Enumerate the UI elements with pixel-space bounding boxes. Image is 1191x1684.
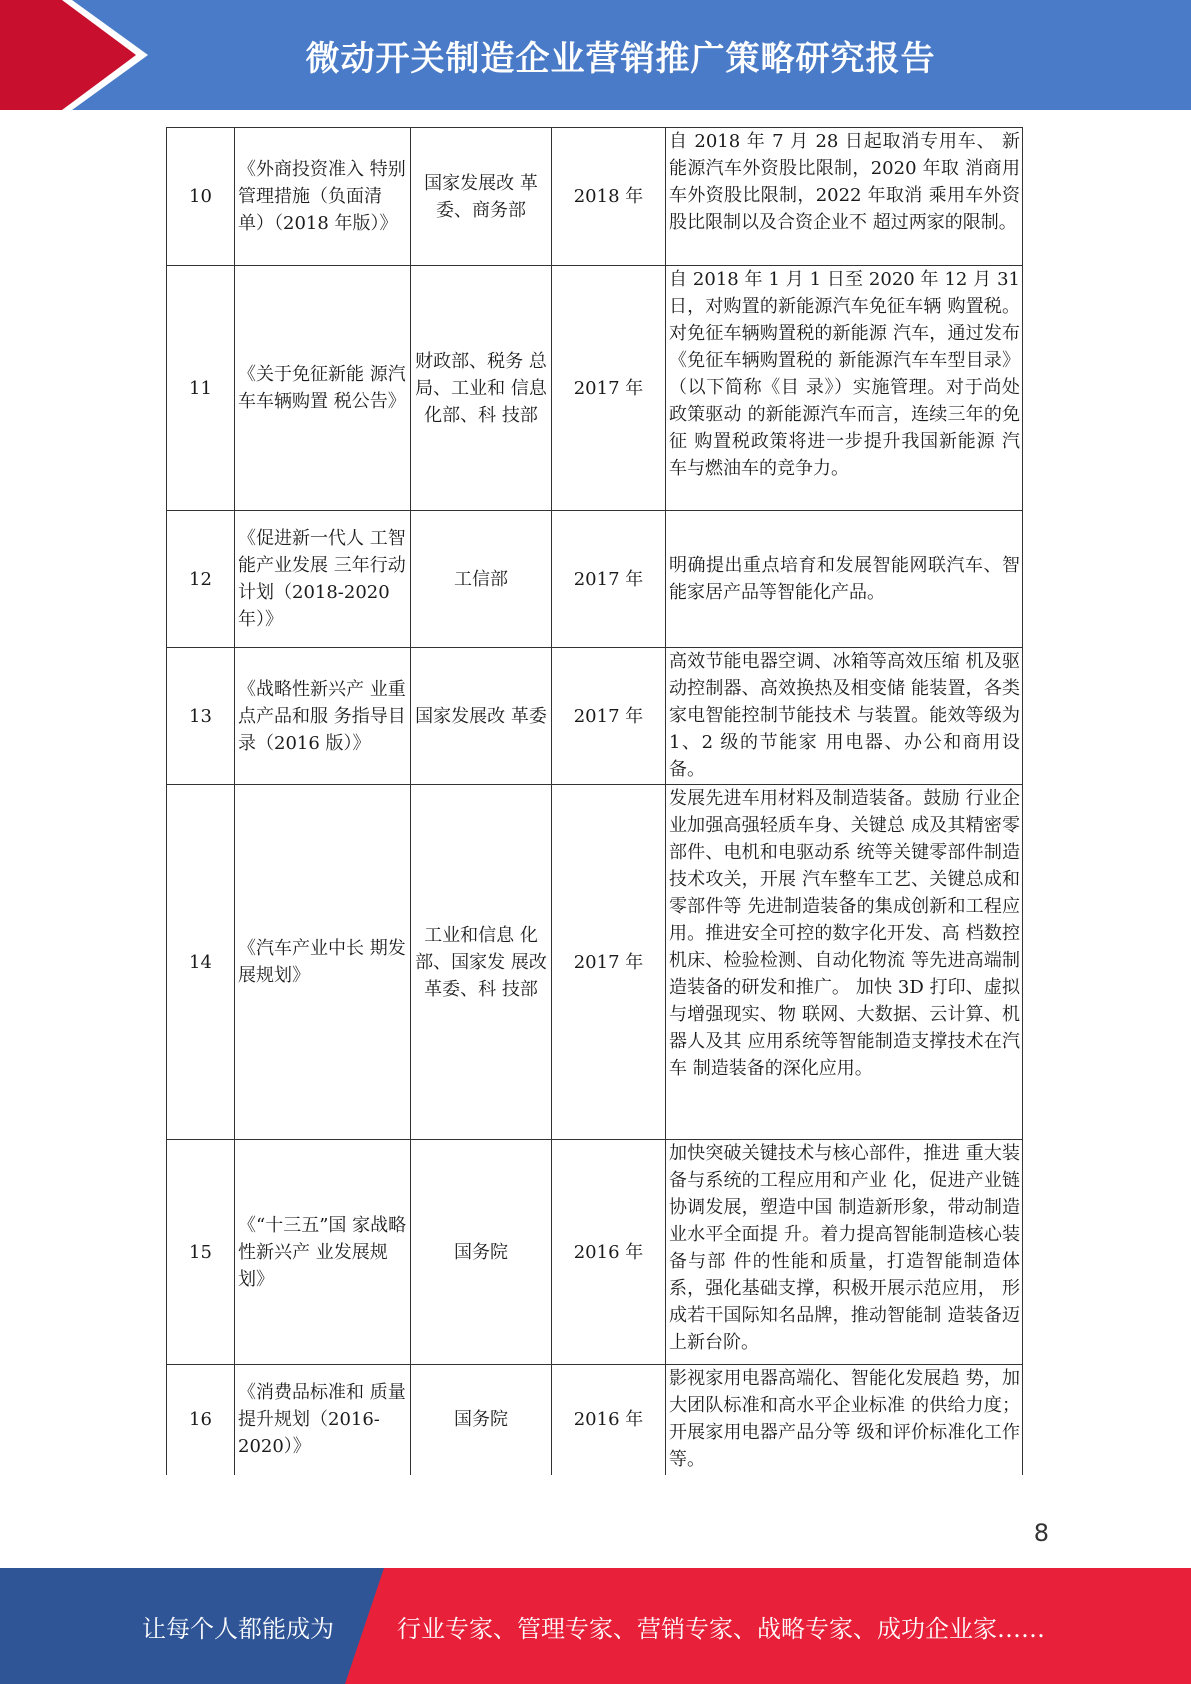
footer-slogan-left: 让每个人都能成为 bbox=[142, 1614, 334, 1643]
policy-name: 《汽车产业中长 期发展规划》 bbox=[235, 785, 411, 1140]
policy-content: 影视家用电器高端化、智能化发展趋 势，加大团队标准和高水平企业标准 的供给力度；开展家用电器产品分等 级和评价标准化工作等。 bbox=[666, 1365, 1023, 1475]
policy-year: 2016 年 bbox=[552, 1365, 666, 1475]
policy-year: 2017 年 bbox=[552, 511, 666, 648]
policy-year: 2016 年 bbox=[552, 1140, 666, 1365]
table-row bbox=[167, 648, 1023, 785]
table-row bbox=[167, 1365, 1023, 1475]
policy-year: 2018 年 bbox=[552, 128, 666, 266]
table-row bbox=[167, 1140, 1023, 1365]
policy-content: 自 2018 年 1 月 1 日至 2020 年 12 月 31 日，对购置的新能源汽车免征车辆 购置税。对免征车辆购置税的新能源 汽车，通过发布《免征车辆购置税的 新能源汽车车型目录》（以下简称《目 录》）实施管理。对于尚处政策驱动 的新能源汽车而言，连续三年的免征 购置税政策将进一步提升我国新能源 汽车与燃油车的竞争力。 bbox=[666, 266, 1023, 511]
page-number: 8 bbox=[1033, 1519, 1049, 1547]
row-number: 16 bbox=[167, 1365, 235, 1475]
issuing-department: 国家发展改 革委、商务部 bbox=[411, 128, 552, 266]
issuing-department: 财政部、税务 总局、工业和 信息化部、科 技部 bbox=[411, 266, 552, 511]
policy-content: 自 2018 年 7 月 28 日起取消专用车、 新能源汽车外资股比限制，2020 年取 消商用车外资股比限制，2022 年取消 乘用车外资股比限制以及合资企业不 超过两家的限制。 bbox=[666, 128, 1023, 266]
policy-year: 2017 年 bbox=[552, 266, 666, 511]
policy-content: 明确提出重点培育和发展智能网联汽车、智能家居产品等智能化产品。 bbox=[666, 511, 1023, 648]
table-row bbox=[167, 266, 1023, 511]
policy-content: 加快突破关键技术与核心部件，推进 重大装备与系统的工程应用和产业 化，促进产业链协调发展，塑造中国 制造新形象，带动制造业水平全面提 升。着力提高智能制造核心装备与部 件的性能和质量，打造智能制造体系，强化基础支撑，积极开展示范应用， 形成若干国际知名品牌，推动智能制 造装备迈上新台阶。 bbox=[666, 1140, 1023, 1365]
table-row bbox=[167, 511, 1023, 648]
policy-name: 《消费品标准和 质量提升规划（2016-2020）》 bbox=[235, 1365, 411, 1475]
row-number: 10 bbox=[167, 128, 235, 266]
row-number: 12 bbox=[167, 511, 235, 648]
policy-year: 2017 年 bbox=[552, 785, 666, 1140]
policy-table bbox=[166, 127, 1023, 1475]
report-title: 微动开关制造企业营销推广策略研究报告 bbox=[305, 38, 936, 79]
issuing-department: 国务院 bbox=[411, 1365, 552, 1475]
policy-year: 2017 年 bbox=[552, 648, 666, 785]
table-row bbox=[167, 785, 1023, 1140]
policy-name: 《外商投资准入 特别管理措施（负面清单）（2018 年版）》 bbox=[235, 128, 411, 266]
page-header bbox=[0, 0, 1191, 110]
header-arrow-icon bbox=[0, 0, 150, 110]
policy-content: 高效节能电器空调、冰箱等高效压缩 机及驱动控制器、高效换热及相变储 能装置，各类家电智能控制节能技术 与装置。能效等级为 1、2 级的节能家 用电器、办公和商用设备。 bbox=[666, 648, 1023, 785]
policy-name: 《关于免征新能 源汽车车辆购置 税公告》 bbox=[235, 266, 411, 511]
issuing-department: 国家发展改 革委 bbox=[411, 648, 552, 785]
issuing-department: 国务院 bbox=[411, 1140, 552, 1365]
policy-content: 发展先进车用材料及制造装备。鼓励 行业企业加强高强轻质车身、关键总 成及其精密零部件、电机和电驱动系 统等关键零部件制造技术攻关，开展 汽车整车工艺、关键总成和零部件等 先进制造装备的集成创新和工程应 用。推进安全可控的数字化开发、高 档数控机床、检验检测、自动化物流 等先进高端制造装备的研发和推广。 加快 3D 打印、虚拟与增强现实、物 联网、大数据、云计算、机器人及其 应用系统等智能制造支撑技术在汽车 制造装备的深化应用。 bbox=[666, 785, 1023, 1140]
footer-slogan-right: 行业专家、管理专家、营销专家、战略专家、成功企业家…… bbox=[397, 1614, 1045, 1643]
row-number: 14 bbox=[167, 785, 235, 1140]
policy-name: 《战略性新兴产 业重点产品和服 务指导目录（2016 版）》 bbox=[235, 648, 411, 785]
row-number: 13 bbox=[167, 648, 235, 785]
row-number: 11 bbox=[167, 266, 235, 511]
row-number: 15 bbox=[167, 1140, 235, 1365]
page-footer bbox=[0, 1568, 1191, 1684]
policy-name: 《“十三五”国 家战略性新兴产 业发展规划》 bbox=[235, 1140, 411, 1365]
table-row bbox=[167, 128, 1023, 266]
issuing-department: 工业和信息 化部、国家发 展改革委、科 技部 bbox=[411, 785, 552, 1140]
policy-name: 《促进新一代人 工智能产业发展 三年行动计划（2018-2020 年）》 bbox=[235, 511, 411, 648]
issuing-department: 工信部 bbox=[411, 511, 552, 648]
